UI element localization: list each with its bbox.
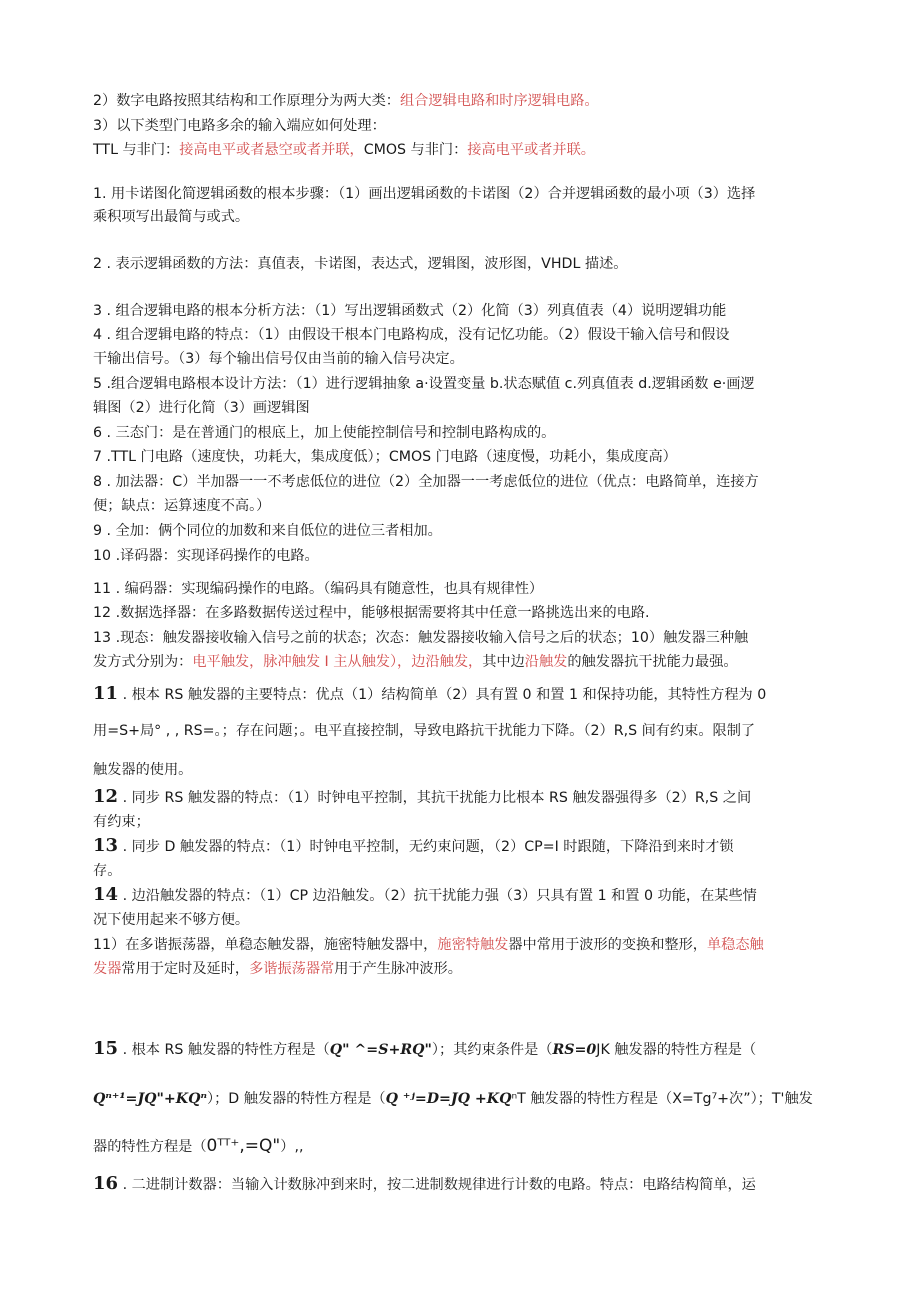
item-11b-line-2: 用=S+局° , , RS=。；存在问题；。电平直接控制，导致电路抗干扰能力下降。（2）R,S 间有约束。限制了 <box>93 723 756 739</box>
item-14b-line-1: 14 . 边沿触发器的特点：（1）CP 边沿触发。（2）抗干扰能力强（3）只具有置 1 和置 0 功能，在某些情 <box>93 884 757 905</box>
item-13b-line-2: 存。 <box>93 863 122 879</box>
item-12b-line-2: 有约束； <box>93 814 150 830</box>
item-12a-line-1: 12 .数据选择器：在多路数据传送过程中，能够根据需要将其中任意一路挑选出来的电路. <box>93 605 650 621</box>
item-15-line-2: Qⁿ⁺¹=JQ"+KQⁿ）；D 触发器的特性方程是（Q ⁺ʲ=D=JQ +KQⁿT 触发器的特性方程是（X=Tg⁷+次”）；T'触发 <box>93 1091 813 1107</box>
para-3-line-2: TTL 与非门：接高电平或者悬空或者并联，CMOS 与非门：接高电平或者并联。 <box>93 142 595 158</box>
item-8-line-1: 8 . 加法器：C）半加器一一不考虑低位的进位（2）全加器一一考虑低位的进位（优点：电路简单，连接方 <box>93 474 759 490</box>
para-3-line-1: 3）以下类型门电路多余的输入端应如何处理： <box>93 118 386 134</box>
item-6-line-1: 6 . 三态门：是在普通门的根底上，加上使能控制信号和控制电路构成的。 <box>93 425 556 441</box>
item-11b-line-3: 触发器的使用。 <box>93 762 193 778</box>
item-1-line-1: 1. 用卡诺图化简逻辑函数的根本步骤：（1）画出逻辑函数的卡诺图（2）合并逻辑函数的最小项（3）选择 <box>93 186 756 202</box>
item-10-line-1: 10 .译码器：实现译码操作的电路。 <box>93 548 319 564</box>
osc-line-2: 发器常用于定时及延时，多谐振荡器常用于产生脉冲波形。 <box>93 961 462 977</box>
item-1-line-2: 乘积项写出最简与或式。 <box>93 209 250 225</box>
item-4-line-1: 4 . 组合逻辑电路的特点：（1）由假设干根本门电路构成，没有记忆功能。（2）假设干输入信号和假设 <box>93 327 730 343</box>
item-11b-line-1: 11 . 根本 RS 触发器的主要特点：优点（1）结构简单（2）具有置 0 和置 1 和保持功能，其特性方程为 0 <box>93 683 767 704</box>
item-8-line-2: 便；缺点：运算速度不高。） <box>93 498 271 514</box>
item-13a-line-2: 发方式分别为：电平触发，脉冲触发 I 主从触发），边沿触发，其中边沿触发的触发器抗干扰能力最强。 <box>93 654 738 670</box>
osc-line-1: 11）在多谐振荡器，单稳态触发器，施密特触发器中，施密特触发器中常用于波形的变换和整形，单稳态触 <box>93 937 764 953</box>
item-2-line-1: 2 . 表示逻辑函数的方法：真值表，卡诺图，表达式，逻辑图，波形图，VHDL 描述。 <box>93 256 628 272</box>
item-11a-line-1: 11 . 编码器：实现编码操作的电路。（编码具有随意性，也具有规律性） <box>93 581 544 597</box>
item-14b-line-2: 况下使用起来不够方便。 <box>93 912 250 928</box>
item-12b-line-1: 12 . 同步 RS 触发器的特点：（1）时钟电平控制，其抗干扰能力比根本 RS 触发器强得多（2）R,S 之间 <box>93 786 752 807</box>
item-7-line-1: 7 .TTL 门电路（速度快，功耗大，集成度低）；CMOS 门电路（速度慢，功耗小，集成度高） <box>93 449 677 465</box>
item-13b-line-1: 13 . 同步 D 触发器的特点：（1）时钟电平控制，无约束问题，（2）CP=I 时跟随，下降沿到来时才锁 <box>93 835 734 856</box>
item-5-line-1: 5 .组合逻辑电路根本设计方法：（1）进行逻辑抽象 a·设置变量 b.状态赋值 c.列真值表 d.逻辑函数 e·画逻 <box>93 376 755 392</box>
item-15-line-3: 器的特性方程是（0ᵀᵀ⁺,=Q"）,, <box>93 1136 304 1156</box>
item-3-line-1: 3 . 组合逻辑电路的根本分析方法：（1）写出逻辑函数式（2）化简（3）列真值表（4）说明逻辑功能 <box>93 303 727 319</box>
item-9-line-1: 9 . 全加：俩个同位的加数和来自低位的进位三者相加。 <box>93 523 442 539</box>
item-5-line-2: 辑图（2）进行化简（3）画逻辑图 <box>93 400 310 416</box>
item-15-line-1: 15 . 根本 RS 触发器的特性方程是（Q" ^=S+RQ"）；其约束条件是（RS=0JK 触发器的特性方程是（ <box>93 1038 757 1059</box>
para-2-line-1: 2）数字电路按照其结构和工作原理分为两大类：组合逻辑电路和时序逻辑电路。 <box>93 93 599 109</box>
item-4-line-2: 干输出信号。（3）每个输出信号仅由当前的输入信号决定。 <box>93 351 464 367</box>
item-13a-line-1: 13 .现态：触发器接收输入信号之前的状态；次态：触发器接收输入信号之后的状态；10）触发器三种触 <box>93 630 749 646</box>
item-16-line-1: 16 . 二进制计数器：当输入计数脉冲到来时，按二进制数规律进行计数的电路。特点：电路结构简单，运 <box>93 1173 756 1194</box>
